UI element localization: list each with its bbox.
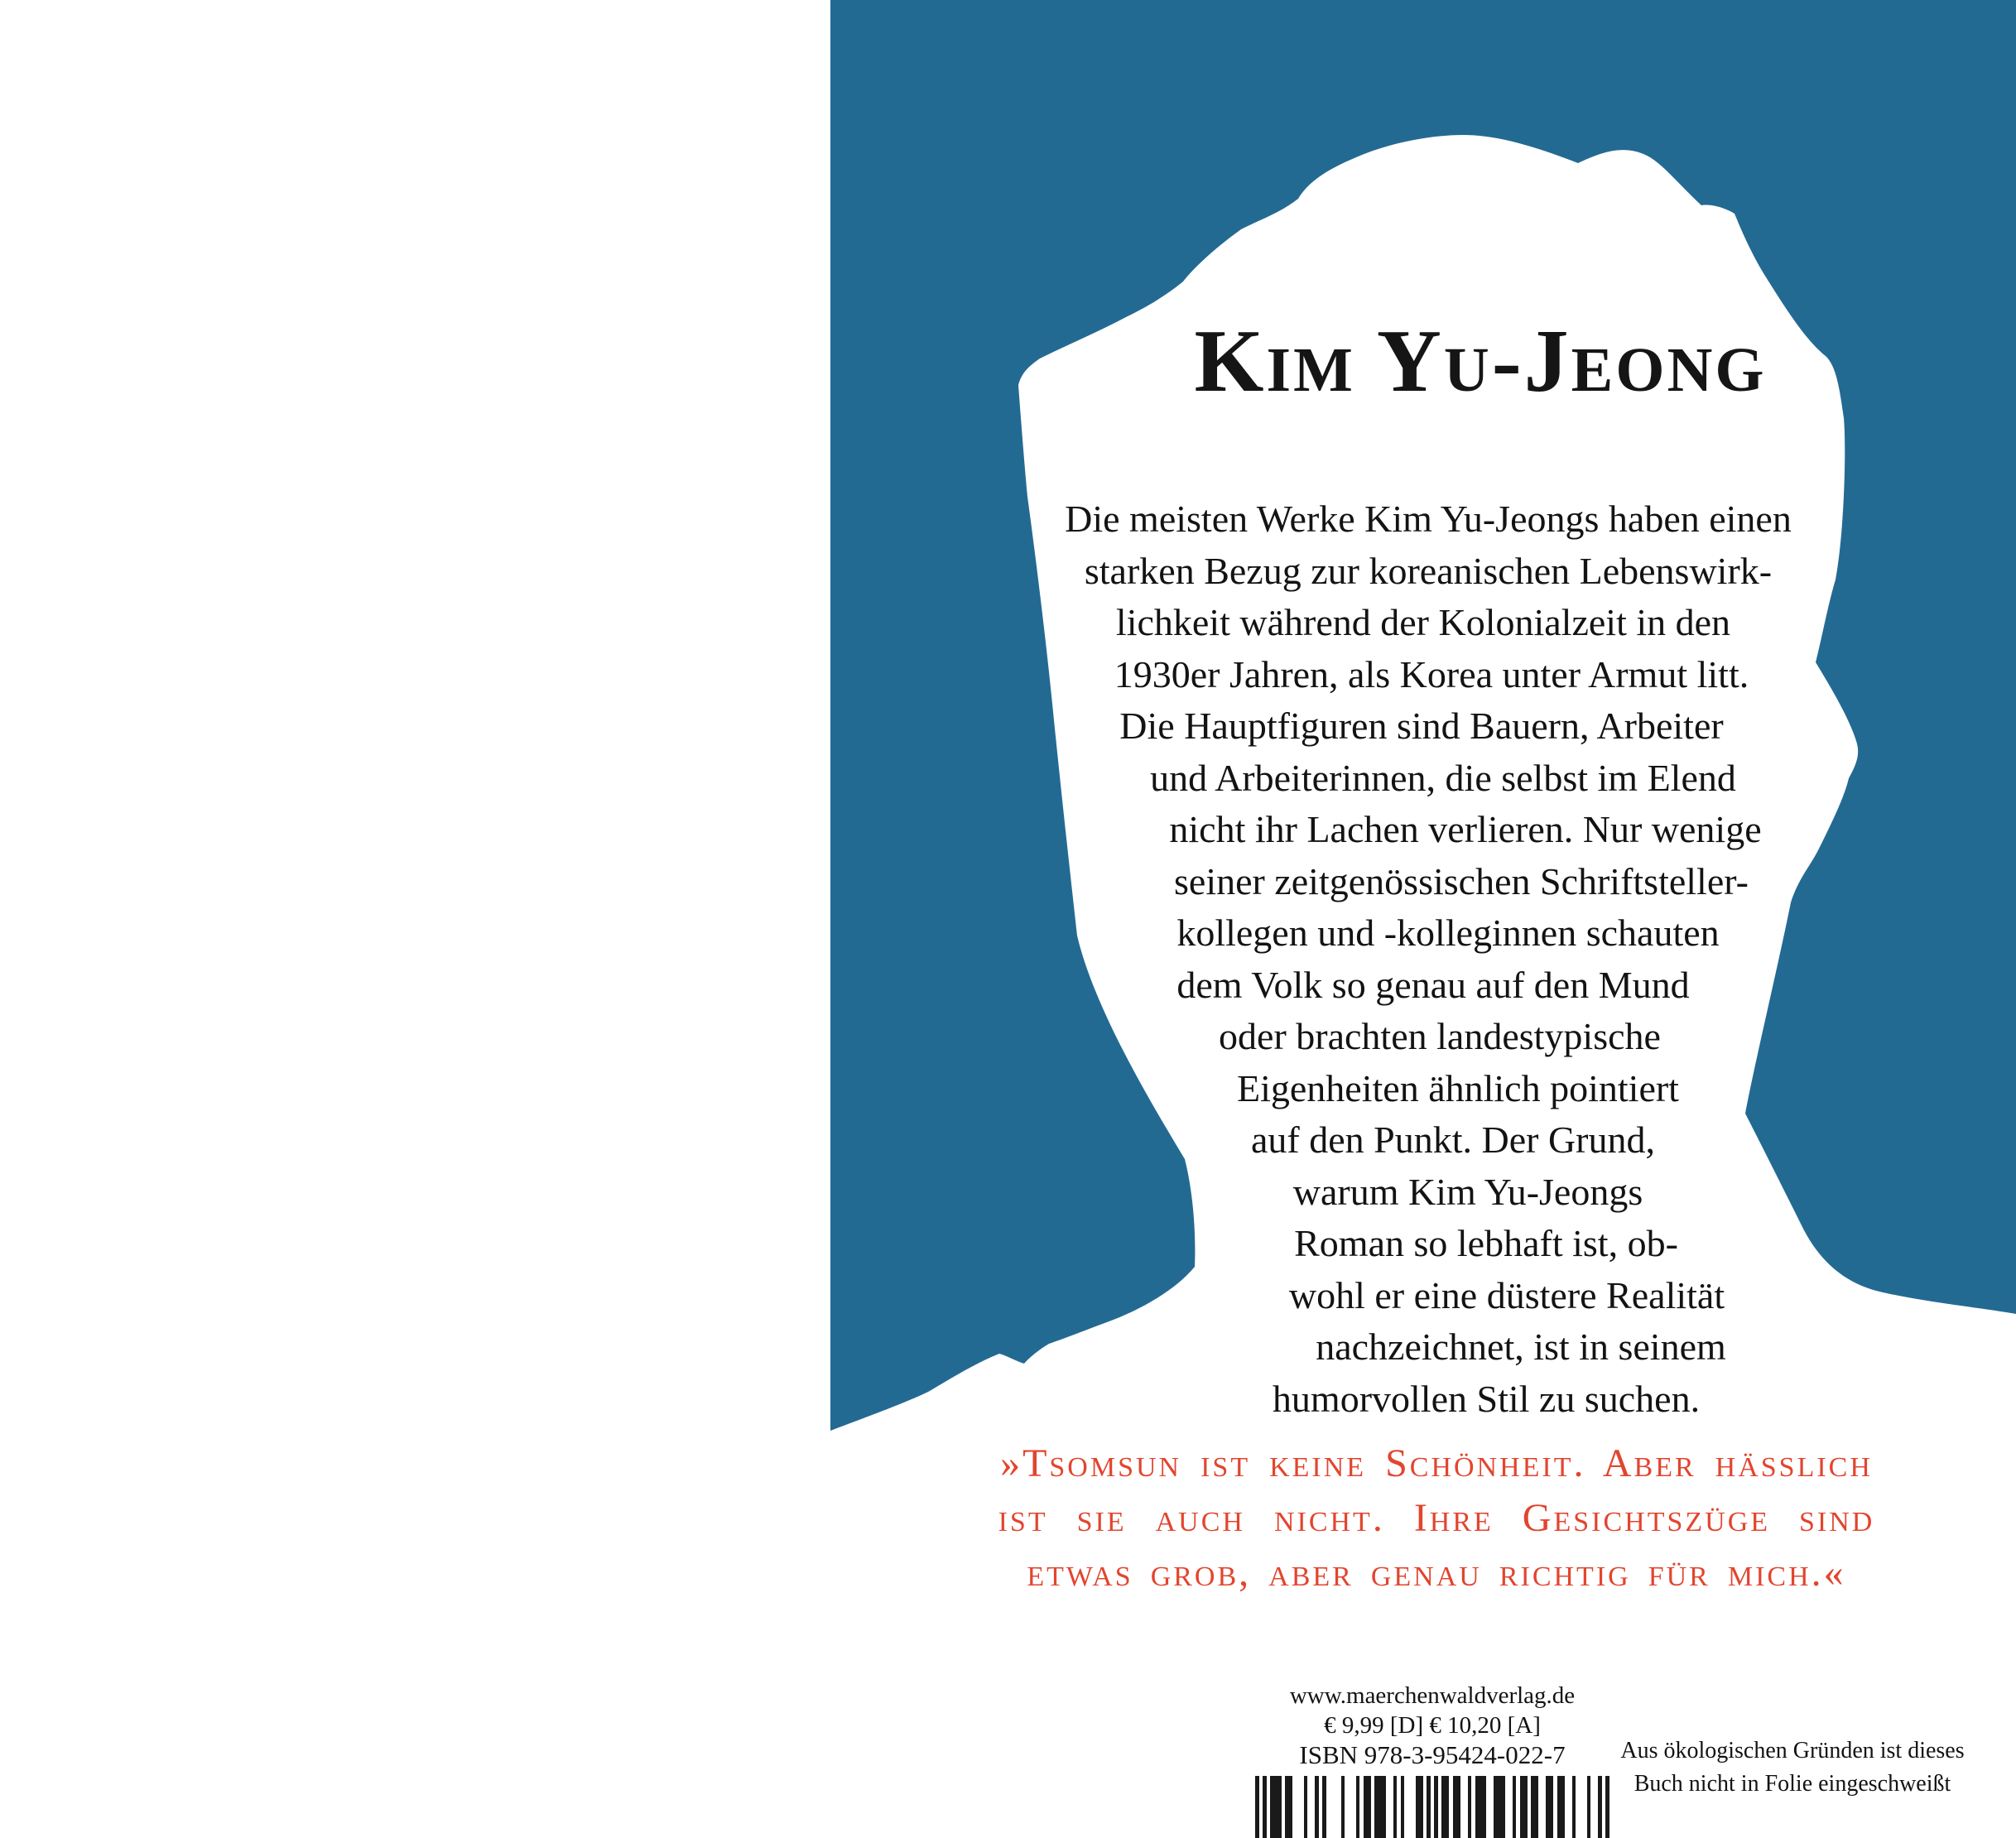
- pull-quote: [952, 1436, 1921, 1600]
- barcode-gap: [1345, 1776, 1356, 1838]
- barcode-gap: [1307, 1776, 1315, 1838]
- eco-note-line: Buch nicht in Folie eingeschweißt: [1633, 1771, 1951, 1797]
- barcode-bar: [1605, 1776, 1609, 1838]
- biography-line: Die Hauptfiguren sind Bauern, Arbeiter: [1119, 705, 1724, 747]
- barcode-gap: [1565, 1776, 1572, 1838]
- imprint-block: [1242, 1681, 1623, 1838]
- barcode-bar: [1416, 1776, 1423, 1838]
- barcode-bar: [1374, 1776, 1386, 1838]
- biography-line: nachzeichnet, ist in seinem: [1316, 1326, 1726, 1368]
- barcode-gap: [1486, 1776, 1494, 1838]
- barcode-bar: [1557, 1776, 1565, 1838]
- biography-line: starken Bezug zur koreanischen Lebenswirk-: [1084, 549, 1773, 592]
- barcode-gap: [1460, 1776, 1468, 1838]
- biography-line: auf den Punkt. Der Grund,: [1250, 1119, 1655, 1161]
- biography-line: warum Kim Yu-Jeongs: [1292, 1170, 1643, 1213]
- isbn-label: ISBN 978-3-95424-022-7: [1299, 1740, 1566, 1769]
- barcode-bar: [1364, 1776, 1371, 1838]
- biography-line: humorvollen Stil zu suchen.: [1272, 1377, 1701, 1420]
- pull-quote-line: etwas grob, aber genau richtig für mich.«: [1027, 1551, 1846, 1595]
- barcode-gap: [1590, 1776, 1598, 1838]
- barcode-gap: [1326, 1776, 1341, 1838]
- eco-note: [1610, 1735, 1975, 1801]
- biography-line: Roman so lebhaft ist, ob-: [1294, 1222, 1678, 1264]
- biography-line: seiner zeitgenössischen Schriftsteller-: [1174, 859, 1749, 902]
- pull-quote-line: »Tsomsun ist keine Schönheit. Aber hässlich: [1000, 1441, 1873, 1485]
- author-title: Kim Yu-Jeong: [1194, 312, 1767, 411]
- barcode-bar: [1494, 1776, 1505, 1838]
- biography-line: wohl er eine düstere Realität: [1288, 1273, 1725, 1316]
- barcode-bar: [1531, 1776, 1538, 1838]
- biography-line: dem Volk so genau auf den Mund: [1176, 963, 1690, 1006]
- author-biography: [989, 493, 1867, 1425]
- biography-line: und Arbeiterinnen, die selbst im Elend: [1150, 756, 1736, 799]
- ean-13-barcode-icon: [1255, 1776, 1609, 1838]
- pull-quote-line: ist sie auch nicht. Ihre Gesichtszüge sind: [998, 1496, 1875, 1540]
- barcode-gap: [1292, 1776, 1304, 1838]
- price-label: € 9,99 [D] € 10,20 [A]: [1324, 1712, 1541, 1739]
- biography-line: lichkeit während der Kolonialzeit in den: [1115, 601, 1731, 643]
- eco-note-line: Aus ökologischen Gründen ist dieses: [1620, 1738, 1965, 1763]
- barcode-bar: [1546, 1776, 1553, 1838]
- biography-line: Die meisten Werke Kim Yu-Jeongs haben einen: [1065, 498, 1792, 540]
- barcode-gap: [1538, 1776, 1546, 1838]
- barcode-gap: [1505, 1776, 1513, 1838]
- barcode-bar: [1520, 1776, 1528, 1838]
- barcode-bar: [1270, 1776, 1282, 1838]
- biography-line: 1930er Jahren, als Korea unter Armut litt.: [1114, 652, 1749, 695]
- biography-line: kollegen und -kolleginnen schauten: [1176, 912, 1720, 954]
- barcode-gap: [1576, 1776, 1587, 1838]
- biography-line: nicht ihr Lachen verlieren. Nur wenige: [1169, 808, 1762, 850]
- publisher-website: www.maerchenwaldverlag.de: [1289, 1682, 1576, 1709]
- barcode-bar: [1441, 1776, 1449, 1838]
- barcode-gap: [1386, 1776, 1393, 1838]
- biography-line: oder brachten landestypische: [1219, 1015, 1661, 1057]
- biography-line: Eigenheiten ähnlich pointiert: [1237, 1066, 1679, 1109]
- barcode-bar: [1475, 1776, 1487, 1838]
- barcode-bar: [1285, 1776, 1292, 1838]
- barcode-bar: [1453, 1776, 1460, 1838]
- barcode-gap: [1404, 1776, 1416, 1838]
